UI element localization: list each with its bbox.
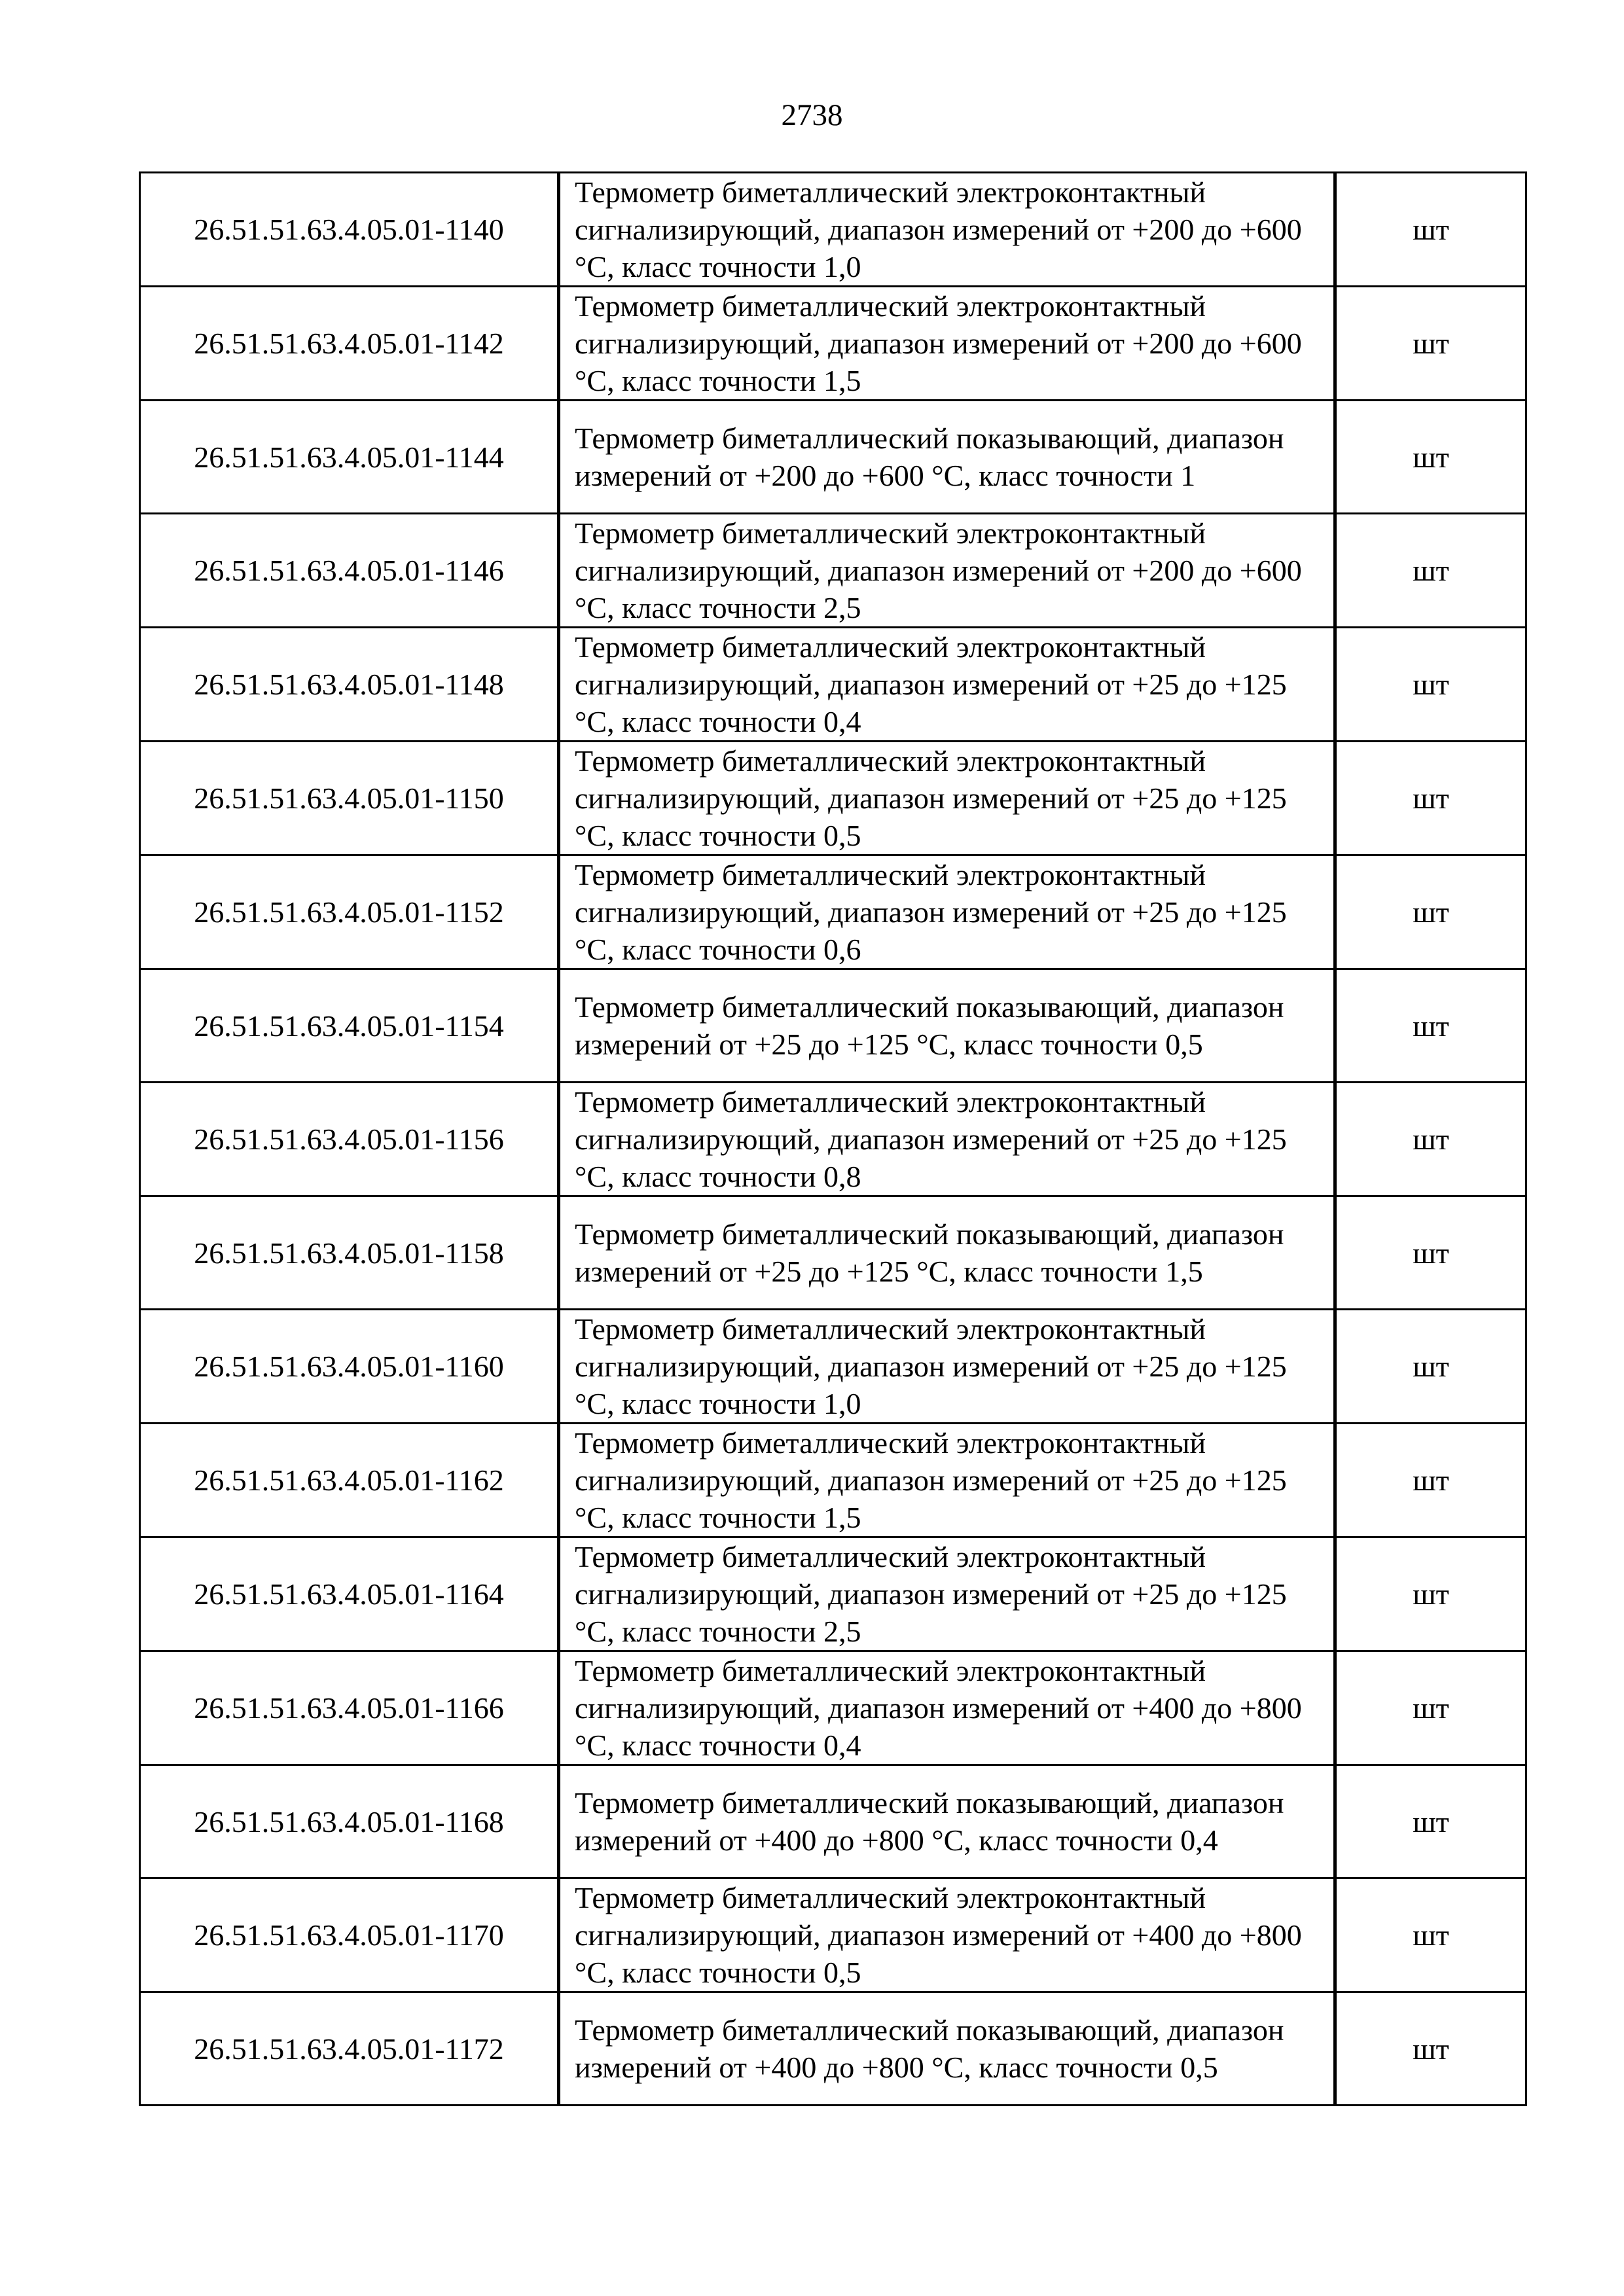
table-row [140, 1878, 1526, 1992]
table-row [140, 1651, 1526, 1765]
item-description: Термометр биметаллический электроконтактный сигнализирующий, диапазон измерений от +25 до +125 °С, класс точности 1,5 [559, 1424, 1335, 1537]
item-unit: шт [1335, 1992, 1526, 2106]
item-code: 26.51.51.63.4.05.01-1168 [140, 1765, 559, 1878]
item-description: Термометр биметаллический показывающий, диапазон измерений от +25 до +125 °С, класс точности 1,5 [559, 1196, 1335, 1310]
items-table [139, 171, 1527, 2106]
table-row [140, 1083, 1526, 1196]
item-unit: шт [1335, 969, 1526, 1083]
item-description: Термометр биметаллический показывающий, диапазон измерений от +200 до +600 °С, класс точности 1 [559, 401, 1335, 514]
item-code: 26.51.51.63.4.05.01-1152 [140, 855, 559, 969]
item-code: 26.51.51.63.4.05.01-1172 [140, 1992, 559, 2106]
item-code: 26.51.51.63.4.05.01-1142 [140, 287, 559, 401]
item-unit: шт [1335, 1424, 1526, 1537]
item-unit: шт [1335, 628, 1526, 742]
item-description: Термометр биметаллический электроконтактный сигнализирующий, диапазон измерений от +25 до +125 °С, класс точности 1,0 [559, 1310, 1335, 1424]
item-unit: шт [1335, 1878, 1526, 1992]
table-row [140, 742, 1526, 855]
item-description: Термометр биметаллический показывающий, диапазон измерений от +400 до +800 °С, класс точности 0,4 [559, 1765, 1335, 1878]
table-row [140, 1196, 1526, 1310]
item-description: Термометр биметаллический электроконтактный сигнализирующий, диапазон измерений от +400 до +800 °С, класс точности 0,5 [559, 1878, 1335, 1992]
item-description: Термометр биметаллический электроконтактный сигнализирующий, диапазон измерений от +200 до +600 °С, класс точности 1,0 [559, 173, 1335, 287]
table-row [140, 1310, 1526, 1424]
item-unit: шт [1335, 1537, 1526, 1651]
item-code: 26.51.51.63.4.05.01-1166 [140, 1651, 559, 1765]
item-unit: шт [1335, 1083, 1526, 1196]
item-unit: шт [1335, 514, 1526, 628]
item-code: 26.51.51.63.4.05.01-1150 [140, 742, 559, 855]
table-row [140, 855, 1526, 969]
item-code: 26.51.51.63.4.05.01-1144 [140, 401, 559, 514]
table-row [140, 287, 1526, 401]
item-code: 26.51.51.63.4.05.01-1156 [140, 1083, 559, 1196]
item-unit: шт [1335, 855, 1526, 969]
item-code: 26.51.51.63.4.05.01-1158 [140, 1196, 559, 1310]
item-code: 26.51.51.63.4.05.01-1170 [140, 1878, 559, 1992]
table-row [140, 1992, 1526, 2106]
item-unit: шт [1335, 1651, 1526, 1765]
table-row [140, 173, 1526, 287]
item-description: Термометр биметаллический электроконтактный сигнализирующий, диапазон измерений от +25 до +125 °С, класс точности 0,6 [559, 855, 1335, 969]
item-description: Термометр биметаллический электроконтактный сигнализирующий, диапазон измерений от +200 до +600 °С, класс точности 1,5 [559, 287, 1335, 401]
item-description: Термометр биметаллический показывающий, диапазон измерений от +400 до +800 °С, класс точности 0,5 [559, 1992, 1335, 2106]
item-unit: шт [1335, 742, 1526, 855]
item-code: 26.51.51.63.4.05.01-1148 [140, 628, 559, 742]
table-row [140, 1765, 1526, 1878]
item-unit: шт [1335, 173, 1526, 287]
item-unit: шт [1335, 401, 1526, 514]
item-description: Термометр биметаллический электроконтактный сигнализирующий, диапазон измерений от +200 до +600 °С, класс точности 2,5 [559, 514, 1335, 628]
item-unit: шт [1335, 287, 1526, 401]
table-row [140, 1537, 1526, 1651]
table-row [140, 514, 1526, 628]
item-description: Термометр биметаллический электроконтактный сигнализирующий, диапазон измерений от +25 до +125 °С, класс точности 0,5 [559, 742, 1335, 855]
item-description: Термометр биметаллический электроконтактный сигнализирующий, диапазон измерений от +25 до +125 °С, класс точности 0,4 [559, 628, 1335, 742]
item-unit: шт [1335, 1196, 1526, 1310]
table-row [140, 969, 1526, 1083]
item-code: 26.51.51.63.4.05.01-1160 [140, 1310, 559, 1424]
item-code: 26.51.51.63.4.05.01-1146 [140, 514, 559, 628]
item-code: 26.51.51.63.4.05.01-1162 [140, 1424, 559, 1537]
table-row [140, 401, 1526, 514]
item-code: 26.51.51.63.4.05.01-1154 [140, 969, 559, 1083]
items-table-body [140, 173, 1526, 2106]
page-number: 2738 [781, 98, 843, 132]
item-description: Термометр биметаллический электроконтактный сигнализирующий, диапазон измерений от +25 до +125 °С, класс точности 2,5 [559, 1537, 1335, 1651]
table-row [140, 1424, 1526, 1537]
item-description: Термометр биметаллический электроконтактный сигнализирующий, диапазон измерений от +25 до +125 °С, класс точности 0,8 [559, 1083, 1335, 1196]
item-code: 26.51.51.63.4.05.01-1164 [140, 1537, 559, 1651]
item-unit: шт [1335, 1310, 1526, 1424]
item-code: 26.51.51.63.4.05.01-1140 [140, 173, 559, 287]
item-description: Термометр биметаллический электроконтактный сигнализирующий, диапазон измерений от +400 до +800 °С, класс точности 0,4 [559, 1651, 1335, 1765]
item-unit: шт [1335, 1765, 1526, 1878]
table-row [140, 628, 1526, 742]
item-description: Термометр биметаллический показывающий, диапазон измерений от +25 до +125 °С, класс точности 0,5 [559, 969, 1335, 1083]
